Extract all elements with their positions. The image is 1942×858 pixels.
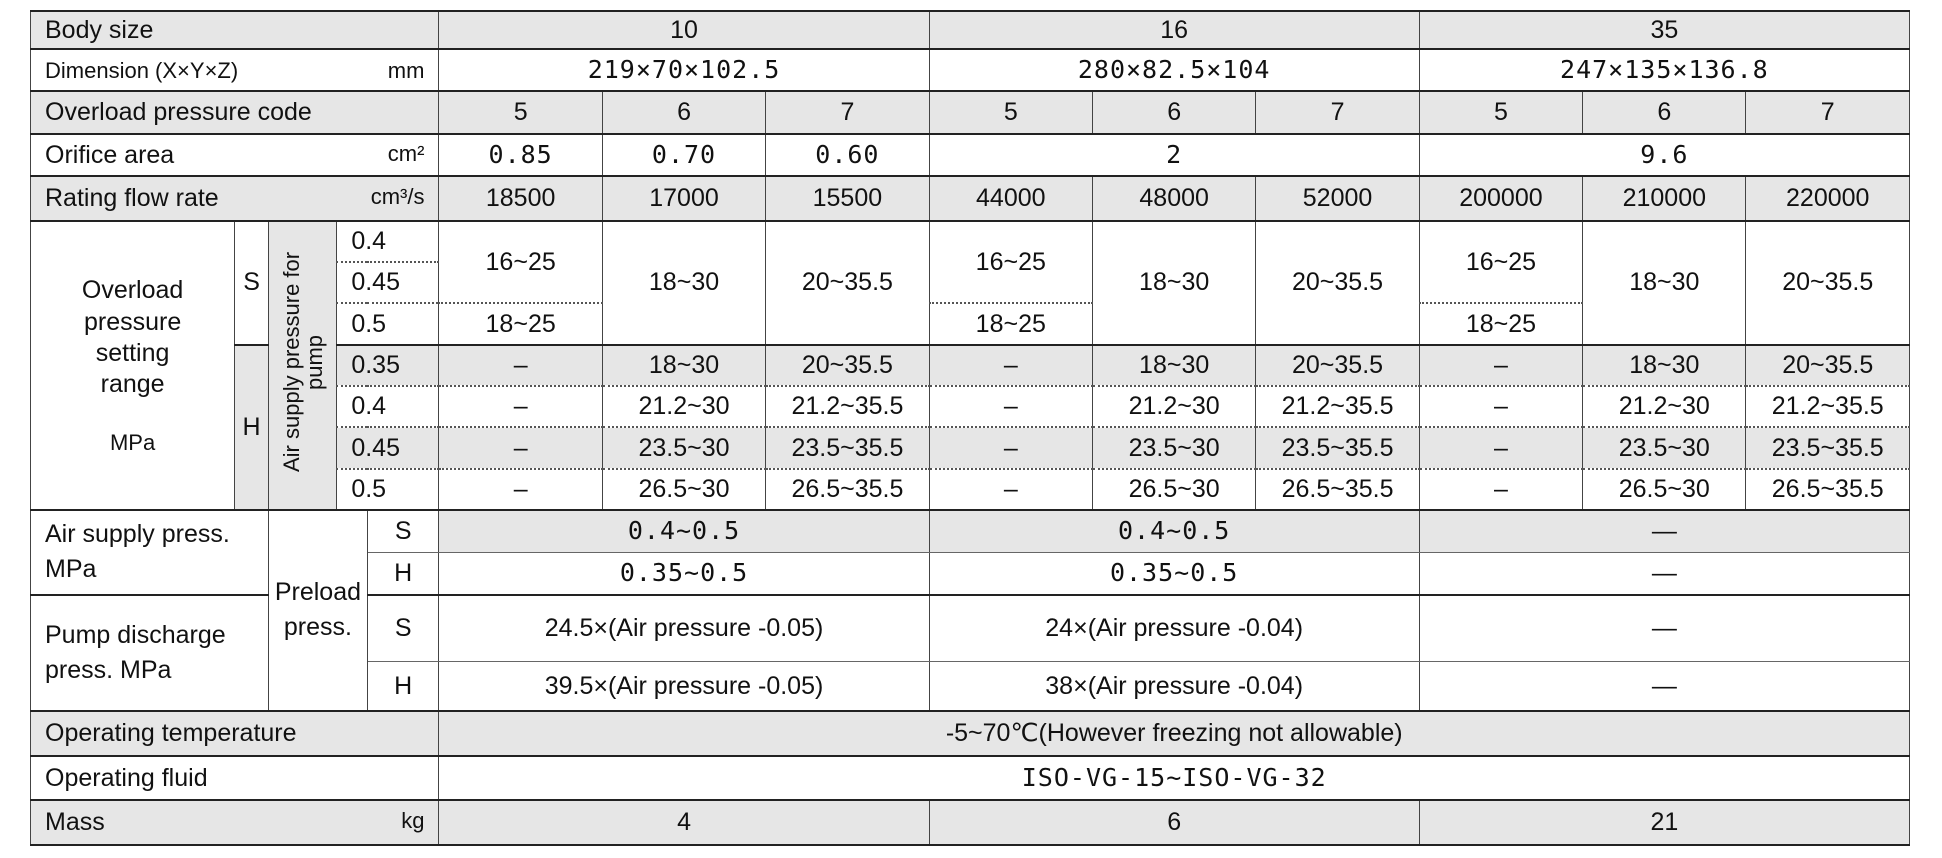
- flow-cell: 48000: [1092, 176, 1255, 221]
- h-range-cell: 26.5~35.5: [1746, 469, 1910, 510]
- h-range-cell: 21.2~30: [1092, 386, 1255, 427]
- orifice-10-code5: 0.85: [439, 134, 602, 176]
- rating-flow-label-text: Rating flow rate: [45, 184, 219, 213]
- code-cell: 5: [1419, 91, 1582, 133]
- s-range-35-code5-high: 18~25: [1419, 303, 1582, 344]
- pump-discharge-s-label: S: [367, 595, 439, 662]
- row-operating-fluid: [31, 756, 1910, 801]
- flow-cell: 52000: [1256, 176, 1419, 221]
- label-dimension: [31, 49, 439, 91]
- h-range-cell: 23.5~30: [602, 427, 765, 468]
- orifice-10-code7: 0.60: [766, 134, 929, 176]
- h-range-cell: 21.2~30: [602, 386, 765, 427]
- body-size-10: 10: [439, 11, 929, 49]
- s-range-16-code5-low: 16~25: [929, 221, 1092, 304]
- s-pressure-cell: 0.45: [337, 262, 439, 303]
- mass-16: 6: [929, 800, 1419, 845]
- operating-temp-value: -5~70℃(However freezing not allowable): [439, 711, 1910, 756]
- h-range-cell: 21.2~35.5: [1256, 386, 1419, 427]
- air-supply-pump-label: [268, 221, 336, 510]
- h-range-dash: –: [929, 427, 1092, 468]
- h-range-dash: –: [1419, 386, 1582, 427]
- type-h-label: H: [235, 345, 269, 510]
- h-pressure-cell: 0.5: [337, 469, 439, 510]
- s-range-35-code7: 20~35.5: [1746, 221, 1910, 345]
- air-supply-s-16: 0.4~0.5: [929, 510, 1419, 552]
- row-overload-code: [31, 91, 1910, 133]
- h-range-dash: –: [929, 345, 1092, 386]
- mass-35: 21: [1419, 800, 1909, 845]
- dimension-label-text: Dimension (X×Y×Z): [45, 57, 239, 83]
- label-air-supply-press: Air supply press. MPa: [31, 510, 269, 595]
- h-range-cell: 21.2~35.5: [766, 386, 929, 427]
- s-range-16-code5-high: 18~25: [929, 303, 1092, 344]
- h-range-cell: 20~35.5: [1256, 345, 1419, 386]
- row-rating-flow: [31, 176, 1910, 221]
- air-supply-pump-text: Air supply pressure for pump: [278, 251, 327, 473]
- label-pump-discharge: Pump discharge press. MPa: [31, 595, 269, 711]
- pump-discharge-s-10: 24.5×(Air pressure -0.05): [439, 595, 929, 662]
- row-operating-temp: [31, 711, 1910, 756]
- code-cell: 5: [439, 91, 602, 133]
- code-cell: 6: [1583, 91, 1746, 133]
- label-operating-fluid: Operating fluid: [31, 756, 439, 801]
- air-supply-s-label: S: [367, 510, 439, 552]
- h-range-cell: 26.5~30: [602, 469, 765, 510]
- flow-cell: 210000: [1583, 176, 1746, 221]
- pump-discharge-h-35: —: [1419, 662, 1909, 711]
- h-pressure-cell: 0.35: [337, 345, 439, 386]
- overload-range-label-text: Overload pressure setting range: [81, 276, 184, 399]
- dimension-16: 280×82.5×104: [929, 49, 1419, 91]
- dimension-unit: mm: [387, 57, 425, 83]
- h-pressure-cell: 0.4: [337, 386, 439, 427]
- h-range-cell: 26.5~35.5: [766, 469, 929, 510]
- row-air-supply-s: [31, 510, 1910, 552]
- h-range-dash: –: [1419, 469, 1582, 510]
- s-pressure-cell: 0.5: [337, 303, 439, 344]
- air-supply-h-label: H: [367, 552, 439, 594]
- h-range-cell: 26.5~30: [1092, 469, 1255, 510]
- row-body-size: [31, 11, 1910, 49]
- label-mass: [31, 800, 439, 845]
- h-range-cell: 21.2~30: [1583, 386, 1746, 427]
- mass-label-text: Mass: [45, 808, 105, 837]
- flow-cell: 18500: [439, 176, 602, 221]
- h-range-dash: –: [439, 469, 602, 510]
- body-size-35: 35: [1419, 11, 1909, 49]
- h-range-cell: 20~35.5: [1746, 345, 1910, 386]
- flow-cell: 15500: [766, 176, 929, 221]
- h-range-cell: 21.2~35.5: [1746, 386, 1910, 427]
- label-rating-flow: [31, 176, 439, 221]
- h-range-dash: –: [439, 427, 602, 468]
- orifice-10-code6: 0.70: [602, 134, 765, 176]
- air-supply-s-35: —: [1419, 510, 1909, 552]
- type-s-label: S: [235, 221, 269, 345]
- air-supply-h-35: —: [1419, 552, 1909, 594]
- rating-flow-unit: cm³/s: [370, 184, 425, 210]
- orifice-unit: cm²: [387, 140, 425, 166]
- h-range-cell: 23.5~30: [1583, 427, 1746, 468]
- h-range-dash: –: [439, 345, 602, 386]
- flow-cell: 200000: [1419, 176, 1582, 221]
- s-range-10-code7: 20~35.5: [766, 221, 929, 345]
- label-overload-range: [31, 221, 235, 510]
- mass-10: 4: [439, 800, 929, 845]
- code-cell: 7: [1256, 91, 1419, 133]
- code-cell: 7: [1746, 91, 1910, 133]
- air-supply-s-10: 0.4~0.5: [439, 510, 929, 552]
- operating-fluid-value: ISO-VG-15~ISO-VG-32: [439, 756, 1910, 801]
- row-s-0-4: [31, 221, 1910, 262]
- row-orifice: [31, 134, 1910, 176]
- h-range-cell: 23.5~35.5: [1746, 427, 1910, 468]
- label-overload-code: Overload pressure code: [31, 91, 439, 133]
- body-size-16: 16: [929, 11, 1419, 49]
- row-mass: [31, 800, 1910, 845]
- h-range-dash: –: [929, 386, 1092, 427]
- h-range-cell: 18~30: [602, 345, 765, 386]
- flow-cell: 220000: [1746, 176, 1910, 221]
- label-body-size: Body size: [31, 11, 439, 49]
- flow-cell: 44000: [929, 176, 1092, 221]
- s-range-16-code7: 20~35.5: [1256, 221, 1419, 345]
- spec-table: [30, 10, 1910, 846]
- dimension-35: 247×135×136.8: [1419, 49, 1909, 91]
- h-range-cell: 23.5~35.5: [766, 427, 929, 468]
- h-range-dash: –: [1419, 427, 1582, 468]
- overload-range-unit: MPa: [109, 430, 156, 456]
- h-range-cell: 26.5~30: [1583, 469, 1746, 510]
- code-cell: 5: [929, 91, 1092, 133]
- air-supply-h-10: 0.35~0.5: [439, 552, 929, 594]
- h-range-dash: –: [439, 386, 602, 427]
- row-dimension: [31, 49, 1910, 91]
- dimension-10: 219×70×102.5: [439, 49, 929, 91]
- s-range-10-code5-low: 16~25: [439, 221, 602, 304]
- air-supply-h-16: 0.35~0.5: [929, 552, 1419, 594]
- label-orifice: [31, 134, 439, 176]
- code-cell: 7: [766, 91, 929, 133]
- s-range-10-code5-high: 18~25: [439, 303, 602, 344]
- mass-unit: kg: [401, 808, 425, 834]
- code-cell: 6: [1092, 91, 1255, 133]
- s-range-35-code6: 18~30: [1583, 221, 1746, 345]
- h-range-cell: 20~35.5: [766, 345, 929, 386]
- orifice-label-text: Orifice area: [45, 140, 175, 169]
- h-range-cell: 18~30: [1583, 345, 1746, 386]
- s-pressure-cell: 0.4: [337, 221, 439, 262]
- h-range-dash: –: [1419, 345, 1582, 386]
- h-range-cell: 18~30: [1092, 345, 1255, 386]
- h-range-cell: 23.5~30: [1092, 427, 1255, 468]
- s-range-10-code6: 18~30: [602, 221, 765, 345]
- s-range-35-code5-low: 16~25: [1419, 221, 1582, 304]
- pump-discharge-h-10: 39.5×(Air pressure -0.05): [439, 662, 929, 711]
- pump-discharge-s-16: 24×(Air pressure -0.04): [929, 595, 1419, 662]
- h-range-cell: 23.5~35.5: [1256, 427, 1419, 468]
- h-range-dash: –: [929, 469, 1092, 510]
- orifice-16: 2: [929, 134, 1419, 176]
- h-pressure-cell: 0.45: [337, 427, 439, 468]
- flow-cell: 17000: [602, 176, 765, 221]
- pump-discharge-h-16: 38×(Air pressure -0.04): [929, 662, 1419, 711]
- pump-discharge-s-35: —: [1419, 595, 1909, 662]
- orifice-35: 9.6: [1419, 134, 1909, 176]
- pump-discharge-h-label: H: [367, 662, 439, 711]
- s-range-16-code6: 18~30: [1092, 221, 1255, 345]
- label-operating-temp: Operating temperature: [31, 711, 439, 756]
- h-range-cell: 26.5~35.5: [1256, 469, 1419, 510]
- code-cell: 6: [602, 91, 765, 133]
- label-preload-press: Preload press.: [268, 510, 367, 711]
